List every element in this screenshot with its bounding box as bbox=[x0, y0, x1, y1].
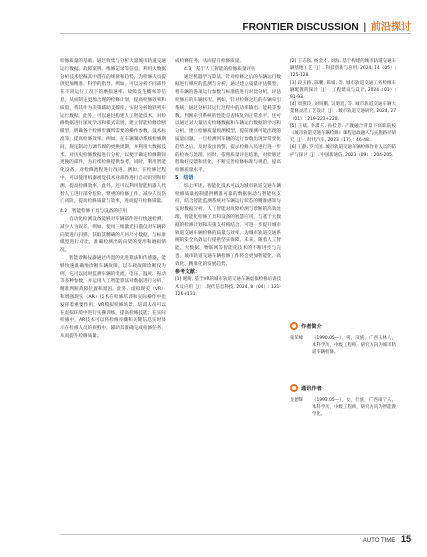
section-heading: 4.3 基于人工智能的检修质量评估 bbox=[184, 66, 256, 72]
body-paragraph: 成检修任务，从而提升检修质量。 bbox=[175, 59, 244, 64]
corresponding-author-label: 通讯作者 bbox=[301, 385, 322, 392]
header-section-label: 前沿探讨 bbox=[371, 22, 411, 33]
corresponding-author-body bbox=[290, 397, 396, 418]
reference-item: [3] 段玉路, 陈鹏, 陈娟, 等. 城市轨道交通工务检修车辆配置的探讨［J］. 工程建设与设计, 2024（01）: 91-93. bbox=[290, 80, 396, 101]
header-title: FRONTIER DISCUSSION bbox=[242, 22, 359, 33]
header-separator: | bbox=[363, 22, 367, 33]
corresponding-author-box bbox=[290, 384, 396, 418]
bullet-icon bbox=[290, 384, 298, 392]
reference-item: [4] 周燕玲, 刘锐鹏, 吴明宸, 等. 城市轨道交通车辆大架修灵活工艺设计［J］. 城市轨道交通研究, 2024, 27（01）: 219-223+228. bbox=[290, 102, 396, 122]
footer-rule bbox=[60, 534, 411, 535]
column-3 bbox=[290, 58, 396, 159]
author-info-box bbox=[290, 322, 396, 356]
body-paragraph: 通过机器学习算法，针对检修之后的车辆运行数据进行相应的监测与分析，通过建立质量评估模型，将车辆的各项运行参数与标准值进行对比分析，评估检修后的车辆状况。例如，针对检修之后的车辆牵引系统，通过分析其运行过程中的功率输出、能耗等参数，判断牵引系统的性能是否恢复到正常水平。还可以通过对大量历史检修数据和车辆运行数据的学习和分析，建立检修质量预测模型，提前预测可能出现的质量问题。一旦检测到车辆的运行参数出现异常变化趋势之后，及时发出预警，提示检修人员进行进一步的检查与处理。同时，依照质量评估结果，对检修过程做好反馈和优化，不断完善检修标准与规范，提高检修质量水平。 bbox=[175, 74, 281, 174]
author-desc: （1993.05—），女，壮族，广西南宁人，本科学历，中级工程师，研究方向为智能教学化。 bbox=[312, 398, 396, 417]
corresponding-author-title bbox=[290, 384, 396, 392]
page-header bbox=[243, 18, 412, 33]
author-info-label: 作者简介 bbox=[301, 323, 322, 330]
author-name: 张荣峰 bbox=[290, 336, 304, 341]
body-paragraph: 综上所述，智能化技术可以为城市轨道交通车辆检修质量控制提供精准可靠的数据驱动与智能化支持。结合智能监测系统对车辆运行状态的精准感知与实时数据分析、人工智能对故障检测与诊断的高效处理、智能化检修工具和设备的智慧应用、与基于大数据的检修计划和决策支持相结合，可进一步提升城市轨道交通车辆检修的质量与效率，为城市轨道交通系统的安全高效运行提供坚实保障。未来，随着人工智能、大数据、物联网等智能化技术的不断进步与完善，城市轨道交通车辆检修工作将会更加智能化、高效化、精准化的发展趋势。 bbox=[175, 183, 281, 267]
column-2 bbox=[175, 58, 281, 298]
body-paragraph: 检修质量的基础。通过收集与分析大量城市轨道交通运行数据、故障案例、维修记录等信息，利用大数据分析技术挖掘其中潜在的规律和趋势，为检修人员提供更加精准、科学的指导。例如，可以分析不同部件在不同运行工况下的磨损速率、故障发生概率等信息，从而制定更加合理的检修计划，提高检修效率和质量，将其作为决策辅助支撑库，实时分析地铁列车运行数据。此外，可以通过构建人工智能技术，对检修数据进行深度学习和模式识别，建立智能检修诊断模型，明确各个检修步骤所需要的操作参数、技术标准等，提高检修效率。例如，在车辆制动系统检修期间，规定制动力调节阀的更换周期，并利用大数据技术，对历史检修数据进行分析，以便于确定检修期间更换的部件，为后续检修提供参考。同时，利用智能化设备，对检修流程进行改进。例如，在检修过程中，可以使用机器视觉技术对部件进行自动识别和检测，提高检修效率。此外，还可以利用智能机器人代替人工进行部分危险、繁重的检修工作，减少人员伤亡风险，提高检修质量与效率，进而提升检修质量。 bbox=[60, 59, 166, 205]
author-desc: （1990.05—），男，汉族，广西玉林人，本科学历，中级工程师，研究方向为城市轨道车辆检修。 bbox=[312, 336, 396, 355]
author-info-title bbox=[290, 322, 396, 330]
column-1 bbox=[60, 58, 166, 341]
reference-item: [1] 谢俊, 基于VR的城市轨道交通车辆虚拟检修培训技术及应用［J］. 现代信息科技, 2024, 8（04）: 121-126+131. bbox=[175, 277, 281, 297]
reference-item: [5] 王斌, 李潇玉, 孙桂芳. 产教融合背景下高职院校《城市轨道交通车辆检修》课程思政融入与实施路径研究［J］. 时代汽车, 2023（17）: 46-48. bbox=[290, 123, 396, 144]
body-paragraph: 智能诊断仪器通过内置的先进算法和传感器，能够快速准确地诊断车辆故障。以车载故障诊断仪为例，它可以同时监测车辆的电流、电压、温度、振动等多种参数，并运用人工智能算法对数据进行分析，精准判断故障位置和原因。此外，虚拟现实（VR）和增强现实（AR）技术在检修培训和实际操作中也发挥着重要作用。VR模拟检修场景，培训人员可以在虚拟环境中进行实操训练，提高检修技能；在实际检修中，AR技术可以将检修步骤和关键信息实时显示在检修人员的视野中，辅助其准确完成检修任务，从而提升检修质量。 bbox=[60, 255, 166, 339]
journal-name: AUTO TIME bbox=[362, 538, 396, 544]
references-heading: 参考文献： bbox=[175, 268, 201, 275]
author-name: 龙德辉 bbox=[290, 398, 304, 403]
bullet-icon bbox=[290, 322, 298, 330]
header-rule bbox=[60, 33, 411, 34]
page-footer bbox=[363, 534, 411, 544]
conclusion-heading: 5 结语 bbox=[175, 174, 194, 181]
page-number: 15 bbox=[400, 534, 411, 544]
reference-item: [2] 王志强, 杨金才, 刘海. 基于构建的城市轨道交通车辆基地工艺［J］. 科技创新与应用, 2024, 14（05）: 125-128. bbox=[290, 59, 396, 79]
section-heading: 4.2 智能检修工具与设备的应用 bbox=[60, 209, 128, 215]
body-paragraph: 自动化检测设备能够对车辆部件进行快速检测，减少人为误差。例如，使用三维激光扫描仪对车辆转向架进行扫描，获取其精确的几何尺寸数据，与标准模型进行对比，准确检测出转向架的变形和磨损情况。 bbox=[60, 216, 166, 254]
author-info-body bbox=[290, 335, 396, 356]
reference-item: [6] 王静, 罗兴国. 城市轨道交通车辆检修作业人员的防护与探讨［J］. 中国新通信, 2023（09）: 204-205. bbox=[290, 145, 396, 158]
